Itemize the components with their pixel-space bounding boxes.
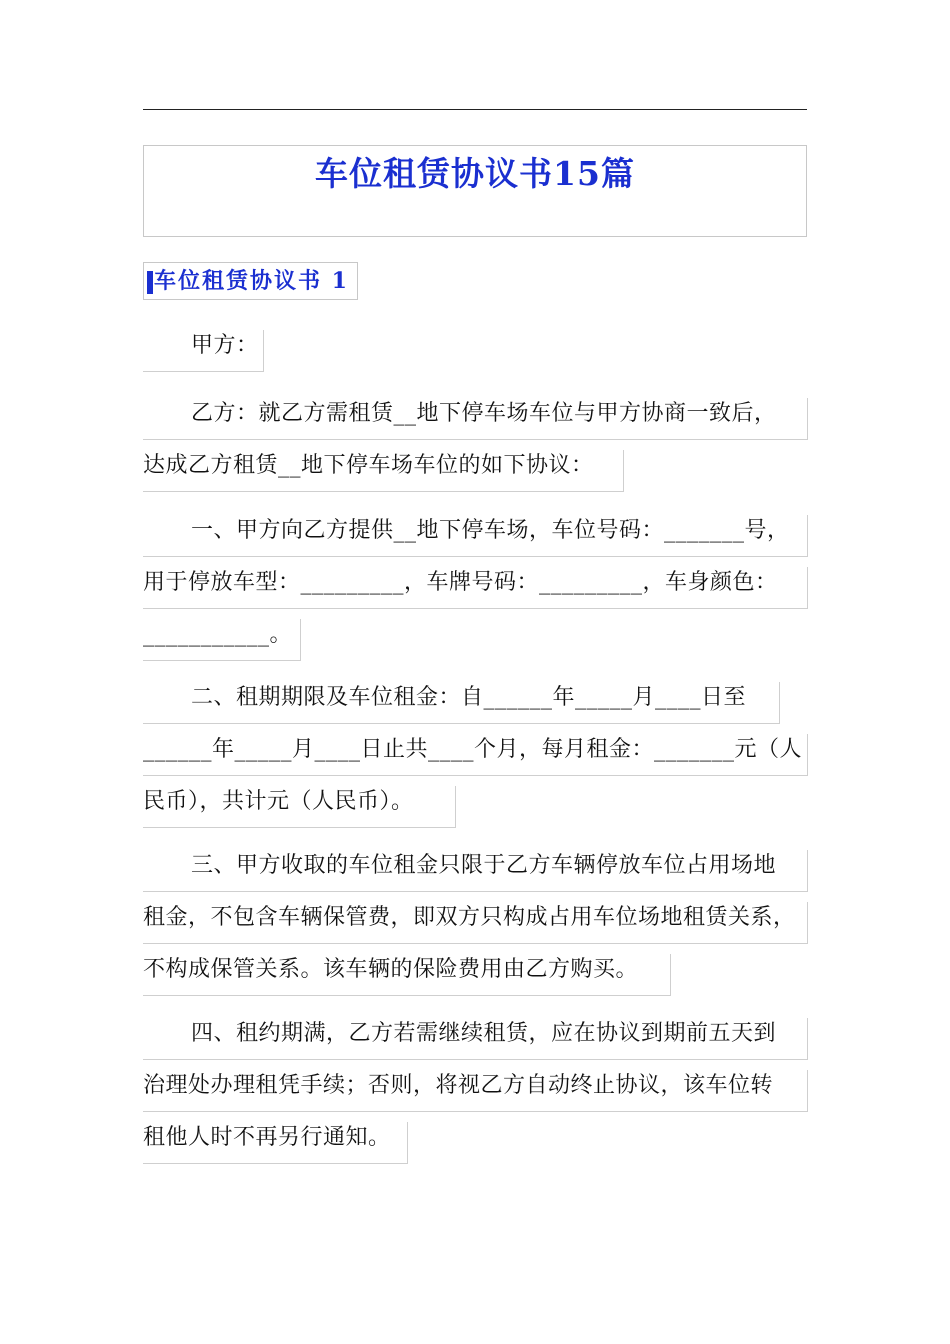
paragraph-clause-1: [143, 505, 807, 661]
paragraph-line: [143, 776, 807, 828]
paragraph-line: [143, 944, 807, 996]
paragraph-party-a: [143, 320, 807, 372]
document-title: 车位租赁协议书15篇: [315, 154, 635, 193]
line-frame: [807, 515, 808, 557]
heading-marker: [147, 271, 153, 294]
line-frame: [143, 827, 455, 828]
line-text: ___________。: [143, 622, 293, 647]
line-frame: [779, 682, 780, 724]
paragraph-line: [143, 1060, 807, 1112]
header-rule: [143, 109, 807, 110]
line-text: 达成乙方租赁__地下停车场车位的如下协议：: [143, 453, 594, 478]
line-text: 甲方：: [191, 333, 259, 358]
line-frame: [623, 450, 624, 492]
line-frame: [143, 491, 623, 492]
line-frame: [143, 371, 263, 372]
paragraph-line: [143, 440, 807, 492]
line-text: 租他人时不再另行通知。: [143, 1125, 391, 1150]
line-frame: [807, 734, 808, 776]
paragraph-line: [143, 609, 807, 661]
section-heading-frame: [143, 262, 358, 300]
paragraph-line: [143, 724, 807, 776]
line-frame: [807, 850, 808, 892]
paragraph-line: [143, 672, 807, 724]
paragraph-line: [143, 505, 807, 557]
line-frame: [143, 995, 670, 996]
line-frame: [807, 1070, 808, 1112]
line-text: 四、租约期满，乙方若需继续租赁，应在协议到期前五天到: [191, 1021, 777, 1046]
paragraph-party-b: [143, 388, 807, 492]
line-frame: [807, 567, 808, 609]
line-frame: [807, 398, 808, 440]
line-text: 不构成保管关系。该车辆的保险费用由乙方购买。: [143, 957, 639, 982]
line-frame: [143, 660, 300, 661]
paragraph-line: [143, 1112, 807, 1164]
paragraph-line: [143, 892, 807, 944]
line-text: 治理处办理租凭手续；否则，将视乙方自动终止协议，该车位转: [143, 1073, 774, 1098]
line-frame: [455, 786, 456, 828]
line-text: 民币），共计元（人民币）。: [143, 789, 414, 814]
paragraph-line: [143, 320, 807, 372]
section-heading: 车位租赁协议书 1: [154, 268, 349, 294]
line-frame: [807, 902, 808, 944]
title-frame: [143, 145, 807, 237]
line-frame: [300, 619, 301, 661]
paragraph-line: [143, 840, 807, 892]
line-frame: [143, 1163, 407, 1164]
line-text: 二、租期期限及车位租金：自______年_____月____日至: [191, 685, 747, 710]
paragraph-clause-3: [143, 840, 807, 996]
paragraph-line: [143, 388, 807, 440]
line-text: 一、甲方向乙方提供__地下停车场，车位号码：_______号，: [191, 518, 790, 543]
line-text: 三、甲方收取的车位租金只限于乙方车辆停放车位占用场地: [191, 853, 777, 878]
line-frame: [407, 1122, 408, 1164]
line-text: 租金，不包含车辆保管费，即双方只构成占用车位场地租赁关系，: [143, 905, 796, 930]
line-text: 乙方：就乙方需租赁__地下停车场车位与甲方协商一致后，: [191, 401, 777, 426]
paragraph-line: [143, 1008, 807, 1060]
line-text: 用于停放车型：_________，车牌号码：_________，车身颜色：: [143, 570, 778, 595]
paragraph-clause-2: [143, 672, 807, 828]
line-text: ______年_____月____日止共____个月，每月租金：_______元（人: [143, 737, 803, 762]
paragraph-line: [143, 557, 807, 609]
line-frame: [807, 1018, 808, 1060]
line-frame: [263, 330, 264, 372]
paragraph-clause-4: [143, 1008, 807, 1164]
line-frame: [670, 954, 671, 996]
